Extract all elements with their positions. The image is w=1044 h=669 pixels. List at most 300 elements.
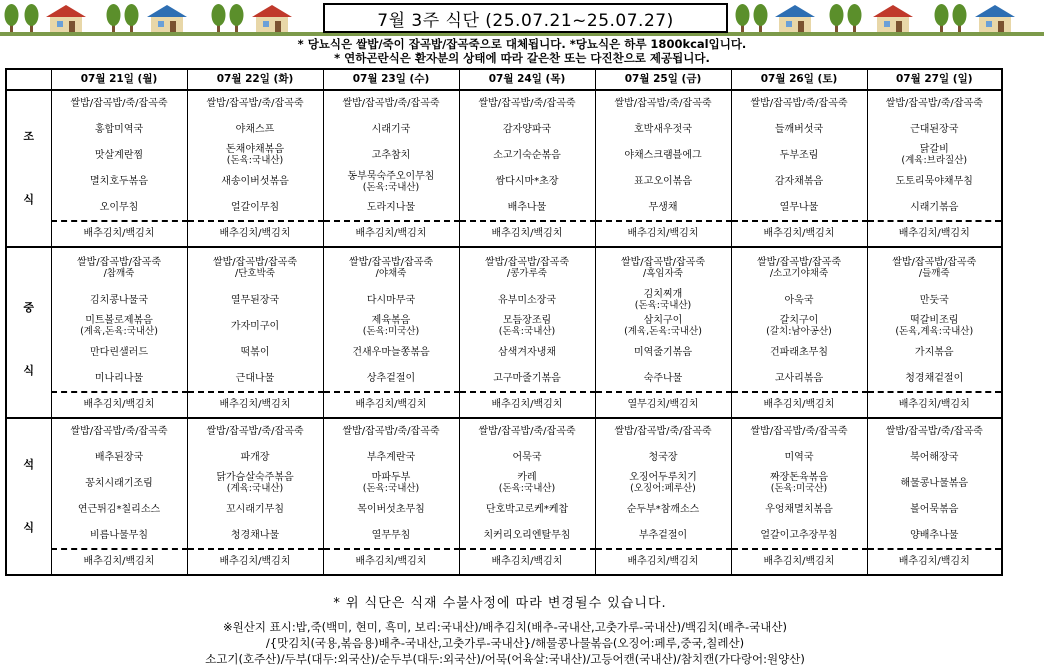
dish-name: 모듬장조림 (502, 315, 552, 327)
menu-cell (731, 313, 867, 339)
menu-cell (323, 339, 459, 365)
dish-name: 건파래초무침 (770, 347, 828, 359)
dish-name: 닭가슴살숙주볶음 (216, 472, 294, 484)
menu-cell (51, 195, 187, 221)
dish-name: 갈치구이 (779, 315, 819, 327)
menu-cell (51, 392, 187, 418)
menu-cell (867, 339, 1002, 365)
menu-row (6, 392, 1002, 418)
menu-cell (51, 116, 187, 142)
dish-name: 동부묵숙주오이무침 (347, 170, 435, 182)
dish-origin-note: (계육,돈육:국내산) (624, 326, 702, 338)
dish-name: 배추김치/백김치 (83, 556, 155, 568)
menu-cell (595, 470, 731, 496)
dish-name: 두부조림 (779, 149, 819, 161)
menu-cell (595, 444, 731, 470)
dish-name: 무생채 (648, 201, 678, 213)
menu-cell (187, 287, 323, 313)
dish-name: 쌀밥/잡곡밥/죽/잡곡죽 (614, 426, 712, 438)
menu-row (6, 444, 1002, 470)
menu-row (6, 339, 1002, 365)
meal-label-spacer (6, 221, 51, 247)
menu-cell (731, 195, 867, 221)
dish-name: 청국장 (648, 451, 678, 463)
menu-cell (867, 195, 1002, 221)
dish-origin-note: /야채죽 (375, 267, 407, 279)
dish-name: 배추된장국 (94, 451, 144, 463)
note-line: * 당뇨식은 쌀밥/죽이 잡곡밥/잡곡죽으로 대체됩니다. *당뇨식은 하루 1800kcal입니다. (297, 37, 747, 51)
dish-name: 떡갈비조림 (910, 315, 959, 327)
dish-name: 배추김치/백김치 (355, 399, 427, 411)
menu-cell (51, 247, 187, 287)
origin-line: ※원산지 표시:밥,죽(백미, 현미, 흑미, 보리:국내산)/배추김치(배추-국내산,고춧가루-국내산)/백김치(배추-국내산) (223, 620, 787, 634)
menu-cell (867, 496, 1002, 522)
dish-name: 고추참치 (371, 149, 411, 161)
meal-label (6, 116, 51, 221)
dish-name: 고구마줄기볶음 (493, 372, 561, 384)
dish-name: 쌀밥/잡곡밥/죽/잡곡죽 (342, 98, 440, 110)
dish-name: 짜장돈육볶음 (770, 472, 828, 484)
dish-name: 아욱국 (784, 294, 814, 306)
menu-cell (867, 392, 1002, 418)
day-header: 07월 22일 (화) (187, 69, 323, 90)
dish-name: 삼색겨자냉채 (498, 347, 556, 359)
dish-name: 쌀밥/잡곡밥/죽/잡곡죽 (885, 426, 983, 438)
dish-name: 얼갈이고추장무침 (760, 529, 838, 541)
dish-name: 쌈다시마*초장 (495, 176, 559, 188)
menu-cell (51, 287, 187, 313)
day-header: 07월 25일 (금) (595, 69, 731, 90)
menu-cell (323, 142, 459, 168)
dish-name: 부추겉절이 (638, 529, 688, 541)
menu-row (6, 287, 1002, 313)
menu-cell (731, 221, 867, 247)
dish-name: 소고기숙순볶음 (493, 149, 561, 161)
dish-name: 표고오이볶음 (634, 176, 692, 188)
dish-name: 꼬시래기무침 (226, 504, 284, 515)
menu-cell (187, 470, 323, 496)
menu-row (6, 116, 1002, 142)
dish-name: 미트볼로제볶음 (85, 315, 153, 327)
dish-name: 배추김치/백김치 (83, 399, 155, 411)
dish-name: 미역줄기볶음 (634, 347, 692, 359)
dish-name: 닭갈비 (919, 144, 949, 156)
origin-info (0, 619, 1010, 667)
menu-cell (51, 142, 187, 168)
menu-cell (323, 221, 459, 247)
menu-cell (187, 339, 323, 365)
dish-name: 꽁치시래기조림 (85, 477, 153, 489)
menu-cell (323, 287, 459, 313)
menu-cell (595, 418, 731, 444)
menu-row (6, 366, 1002, 392)
menu-cell (731, 247, 867, 287)
dish-name: 쌀밥/잡곡밥/잡곡죽 (484, 256, 570, 268)
dish-name: 숙주나물 (643, 372, 683, 384)
dish-name: 열무무침 (371, 529, 411, 541)
dish-origin-note: (돈육:국내산) (362, 181, 420, 193)
menu-cell (187, 523, 323, 549)
menu-cell (731, 523, 867, 549)
menu-cell (51, 339, 187, 365)
menu-cell (51, 418, 187, 444)
menu-cell (187, 116, 323, 142)
menu-cell (323, 168, 459, 194)
dish-name: 쌀밥/잡곡밥/죽/잡곡죽 (614, 98, 712, 110)
menu-row (6, 523, 1002, 549)
dish-name: 파개장 (240, 451, 270, 463)
dish-name: 쌀밥/잡곡밥/잡곡죽 (212, 256, 298, 268)
menu-cell (867, 168, 1002, 194)
menu-cell (459, 90, 595, 116)
dish-origin-note: (돈육:국내산) (226, 155, 284, 167)
dish-name: 배추김치/백김치 (219, 399, 291, 411)
dish-name: 쌀밥/잡곡밥/잡곡죽 (620, 256, 706, 268)
menu-cell (731, 496, 867, 522)
dish-name: 떡볶이 (240, 347, 270, 359)
menu-cell (459, 116, 595, 142)
dish-name: 야채스크램블에그 (624, 149, 702, 161)
dish-name: 청경채나물 (230, 529, 280, 541)
dish-name: 감자양파국 (502, 123, 552, 135)
menu-cell (595, 496, 731, 522)
dish-name: 단호박고로케*케찹 (485, 504, 569, 515)
menu-cell (187, 142, 323, 168)
dish-name: 배추김치/백김치 (898, 556, 970, 568)
origin-line: 소고기(호주산)/두부(대두:외국산)/순두부(대두:외국산)/어묵(어육살:국내산)/고등어캔(국내산)/참치캔(가다랑어:원양산) (205, 652, 805, 666)
dish-origin-note: /흑임자죽 (643, 267, 683, 279)
dish-name: 멸치호두볶음 (90, 176, 148, 188)
dish-name: 치커리오리엔탈무침 (483, 529, 571, 541)
meal-label-spacer (6, 418, 51, 444)
dish-name: 배추김치/백김치 (219, 556, 291, 568)
dish-name: 어묵국 (512, 451, 542, 463)
dish-name: 쌀밥/잡곡밥/죽/잡곡죽 (342, 426, 440, 438)
day-header-row (6, 69, 1002, 90)
dish-origin-note: (돈육:미국산) (362, 326, 420, 338)
dish-name: 홍합미역국 (94, 123, 144, 135)
menu-cell (459, 339, 595, 365)
dish-name: 배추김치/백김치 (83, 228, 155, 240)
day-header: 07월 27일 (일) (867, 69, 1002, 90)
menu-cell (867, 90, 1002, 116)
menu-cell (187, 221, 323, 247)
dish-name: 김치콩나물국 (90, 294, 148, 306)
menu-cell (731, 287, 867, 313)
dish-name: 배추김치/백김치 (491, 228, 563, 240)
menu-cell (595, 549, 731, 575)
menu-cell (731, 339, 867, 365)
menu-cell (731, 168, 867, 194)
menu-row (6, 313, 1002, 339)
dish-name: 배추김치/백김치 (898, 399, 970, 411)
day-header: 07월 24일 (목) (459, 69, 595, 90)
menu-cell (595, 247, 731, 287)
dish-name: 배추김치/백김치 (763, 399, 835, 411)
dish-name: 열무나물 (779, 201, 819, 213)
dish-name: 배추나물 (507, 201, 547, 213)
menu-cell (323, 496, 459, 522)
dish-name: 오징어두루치기 (629, 472, 697, 484)
dish-name: 건새우마늘쫑볶음 (352, 347, 430, 359)
menu-cell (731, 366, 867, 392)
dish-name: 배추김치/백김치 (627, 228, 699, 240)
menu-cell (595, 392, 731, 418)
menu-cell (51, 444, 187, 470)
menu-cell (187, 168, 323, 194)
menu-cell (595, 142, 731, 168)
menu-cell (459, 221, 595, 247)
menu-row (6, 195, 1002, 221)
header-banner (0, 0, 1044, 36)
menu-cell (51, 523, 187, 549)
menu-cell (323, 418, 459, 444)
day-header: 07월 23일 (수) (323, 69, 459, 90)
village-decoration-icon (735, 2, 1040, 34)
meal-label-spacer (6, 549, 51, 575)
menu-cell (595, 339, 731, 365)
dish-name: 쌀밥/잡곡밥/죽/잡곡죽 (206, 426, 304, 438)
dish-name: 상추겉절이 (366, 372, 416, 384)
note-line: * 연하곤란식은 환자분의 상태에 따라 갈은찬 또는 다진찬으로 제공됩니다. (334, 51, 710, 65)
menu-cell (867, 142, 1002, 168)
day-header: 07월 26일 (토) (731, 69, 867, 90)
menu-row (6, 496, 1002, 522)
meal-label-bottom: 식 (23, 521, 35, 535)
dish-name: 도라지나물 (366, 201, 416, 213)
dish-origin-note: (계육,돈육:국내산) (80, 326, 158, 338)
menu-cell (867, 287, 1002, 313)
meal-label-spacer (6, 392, 51, 418)
dish-name: 미역국 (784, 451, 814, 463)
menu-row (6, 418, 1002, 444)
menu-cell (51, 549, 187, 575)
menu-cell (323, 523, 459, 549)
menu-cell (459, 470, 595, 496)
menu-cell (323, 549, 459, 575)
menu-cell (459, 496, 595, 522)
menu-cell (187, 444, 323, 470)
menu-row (6, 247, 1002, 287)
meal-label-bottom: 식 (23, 364, 35, 378)
dish-name: 고사리볶음 (774, 372, 824, 384)
menu-cell (731, 470, 867, 496)
menu-row (6, 142, 1002, 168)
menu-cell (595, 366, 731, 392)
dish-origin-note: /소고기야채죽 (769, 267, 829, 279)
dish-name: 부추계란국 (366, 451, 416, 463)
meal-label-spacer (6, 90, 51, 116)
menu-cell (323, 470, 459, 496)
dish-name: 배추김치/백김치 (763, 228, 835, 240)
dish-name: 쌀밥/잡곡밥/죽/잡곡죽 (70, 426, 168, 438)
dish-name: 미나리나물 (94, 372, 144, 384)
menu-cell (51, 90, 187, 116)
dish-name: 양배추나물 (910, 529, 959, 541)
dish-name: 해물콩나물볶음 (900, 477, 969, 489)
menu-cell (459, 168, 595, 194)
diet-notes (0, 37, 1044, 65)
dish-name: 연근튀김*칠리소스 (77, 504, 161, 515)
meal-label (6, 444, 51, 549)
dish-name: 배추김치/백김치 (491, 399, 563, 411)
dish-origin-note: (갈치:남아공산) (766, 326, 832, 338)
dish-name: 쌀밥/잡곡밥/잡곡죽 (892, 256, 977, 268)
meal-label-top: 중 (23, 301, 35, 315)
menu-cell (187, 418, 323, 444)
menu-cell (187, 366, 323, 392)
dish-name: 우엉채멸치볶음 (765, 504, 833, 515)
dish-origin-note: (오징어:페루산) (630, 483, 696, 495)
menu-cell (323, 392, 459, 418)
menu-cell (867, 444, 1002, 470)
dish-name: 배추김치/백김치 (627, 556, 699, 568)
menu-cell (867, 418, 1002, 444)
dish-name: 쌀밥/잡곡밥/죽/잡곡죽 (750, 98, 848, 110)
menu-cell (459, 247, 595, 287)
origin-line: /{맛김치(국용,볶음용)배추-국내산,고춧가루-국내산}/해물콩나물볶음(오징어:페루,중국,칠레산) (265, 636, 745, 650)
dish-name: 배추김치/백김치 (491, 556, 563, 568)
menu-row (6, 221, 1002, 247)
menu-row (6, 90, 1002, 116)
menu-cell (867, 116, 1002, 142)
dish-name: 가자미구이 (230, 320, 280, 332)
dish-name: 근대된장국 (910, 123, 959, 135)
menu-cell (187, 313, 323, 339)
menu-cell (323, 366, 459, 392)
village-decoration-icon (2, 2, 317, 34)
dish-origin-note: (돈육:국내산) (498, 483, 556, 495)
menu-cell (731, 116, 867, 142)
menu-cell (323, 116, 459, 142)
menu-cell (867, 549, 1002, 575)
dish-name: 열무김치/백김치 (627, 399, 699, 411)
menu-cell (323, 90, 459, 116)
menu-cell (459, 366, 595, 392)
dish-name: 맛살계란찜 (94, 149, 144, 161)
change-notice: * 위 식단은 식재 수불사정에 따라 변경될수 있습니다. (333, 596, 667, 611)
dish-name: 쌀밥/잡곡밥/잡곡죽 (76, 256, 162, 268)
menu-cell (187, 549, 323, 575)
dish-name: 삼치구이 (643, 315, 683, 327)
day-header: 07월 21일 (월) (51, 69, 187, 90)
dish-name: 쌀밥/잡곡밥/잡곡죽 (348, 256, 434, 268)
menu-row (6, 470, 1002, 496)
menu-cell (595, 90, 731, 116)
menu-cell (867, 313, 1002, 339)
dish-name: 쌀밥/잡곡밥/죽/잡곡죽 (478, 98, 576, 110)
dish-name: 열무된장국 (230, 294, 280, 306)
dish-name: 쌀밥/잡곡밥/죽/잡곡죽 (750, 426, 848, 438)
meal-label (6, 287, 51, 392)
dish-name: 새송이버섯볶음 (221, 176, 289, 188)
dish-name: 만다린샐러드 (90, 347, 148, 359)
menu-cell (867, 247, 1002, 287)
dish-name: 목이버섯초무침 (357, 504, 425, 515)
dish-name: 쌀밥/잡곡밥/잡곡죽 (756, 256, 842, 268)
menu-cell (187, 195, 323, 221)
menu-row (6, 168, 1002, 194)
menu-cell (459, 523, 595, 549)
menu-cell (187, 392, 323, 418)
dish-name: 쌀밥/잡곡밥/죽/잡곡죽 (885, 98, 983, 110)
dish-name: 호박새우젓국 (634, 123, 692, 135)
menu-cell (187, 90, 323, 116)
dish-name: 청경채겉절이 (905, 372, 964, 384)
menu-cell (323, 247, 459, 287)
menu-cell (731, 549, 867, 575)
menu-cell (51, 470, 187, 496)
dish-name: 돈채야채볶음 (226, 144, 284, 156)
meal-label-bottom: 식 (23, 193, 35, 207)
meal-label-top: 석 (23, 458, 35, 472)
menu-cell (51, 221, 187, 247)
dish-name: 근대나물 (235, 372, 275, 384)
dish-name: 배추김치/백김치 (355, 228, 427, 240)
menu-cell (51, 496, 187, 522)
dish-name: 쌀밥/잡곡밥/죽/잡곡죽 (206, 98, 304, 110)
dish-name: 비름나물무침 (90, 529, 148, 541)
dish-name: 오이무침 (99, 201, 139, 213)
menu-cell (459, 549, 595, 575)
dish-origin-note: (돈육:국내산) (634, 300, 692, 312)
dish-name: 배추김치/백김치 (898, 228, 970, 240)
menu-cell (731, 418, 867, 444)
meal-label-top: 조 (23, 130, 35, 144)
dish-origin-note: /콩가루죽 (507, 267, 547, 279)
dish-name: 카레 (517, 472, 537, 484)
dish-name: 들깨버섯국 (774, 123, 824, 135)
menu-cell (867, 470, 1002, 496)
menu-cell (459, 287, 595, 313)
dish-name: 볼어묵볶음 (910, 504, 959, 515)
menu-cell (731, 142, 867, 168)
dish-name: 야채스프 (235, 123, 275, 135)
menu-cell (867, 523, 1002, 549)
dish-name: 얼갈이무침 (230, 201, 280, 213)
menu-cell (187, 496, 323, 522)
dish-name: 가지볶음 (914, 347, 954, 359)
dish-name: 시래기국 (371, 123, 411, 135)
menu-cell (731, 392, 867, 418)
dish-origin-note: (계육:국내산) (226, 483, 284, 495)
menu-cell (595, 168, 731, 194)
dish-name: 도토리묵야채무침 (895, 176, 973, 188)
weekly-menu-table (5, 68, 1003, 576)
menu-cell (731, 444, 867, 470)
dish-name: 북어해장국 (910, 451, 959, 463)
menu-cell (323, 195, 459, 221)
menu-cell (867, 221, 1002, 247)
dish-name: 감자채볶음 (774, 176, 824, 188)
menu-cell (459, 418, 595, 444)
dish-name: 쌀밥/잡곡밥/죽/잡곡죽 (70, 98, 168, 110)
menu-cell (323, 313, 459, 339)
dish-origin-note: (계육:브라질산) (901, 155, 968, 167)
meal-label-spacer (6, 247, 51, 287)
dish-origin-note: (돈육:미국산) (770, 483, 828, 495)
menu-cell (51, 366, 187, 392)
dish-name: 마파두부 (371, 472, 411, 484)
dish-name: 만둣국 (919, 294, 949, 306)
dish-origin-note: (돈육:국내산) (498, 326, 556, 338)
dish-name: 배추김치/백김치 (355, 556, 427, 568)
menu-cell (459, 142, 595, 168)
menu-cell (187, 247, 323, 287)
dish-name: 시래기볶음 (910, 201, 959, 213)
menu-cell (459, 444, 595, 470)
dish-origin-note: /참깨죽 (103, 267, 135, 279)
